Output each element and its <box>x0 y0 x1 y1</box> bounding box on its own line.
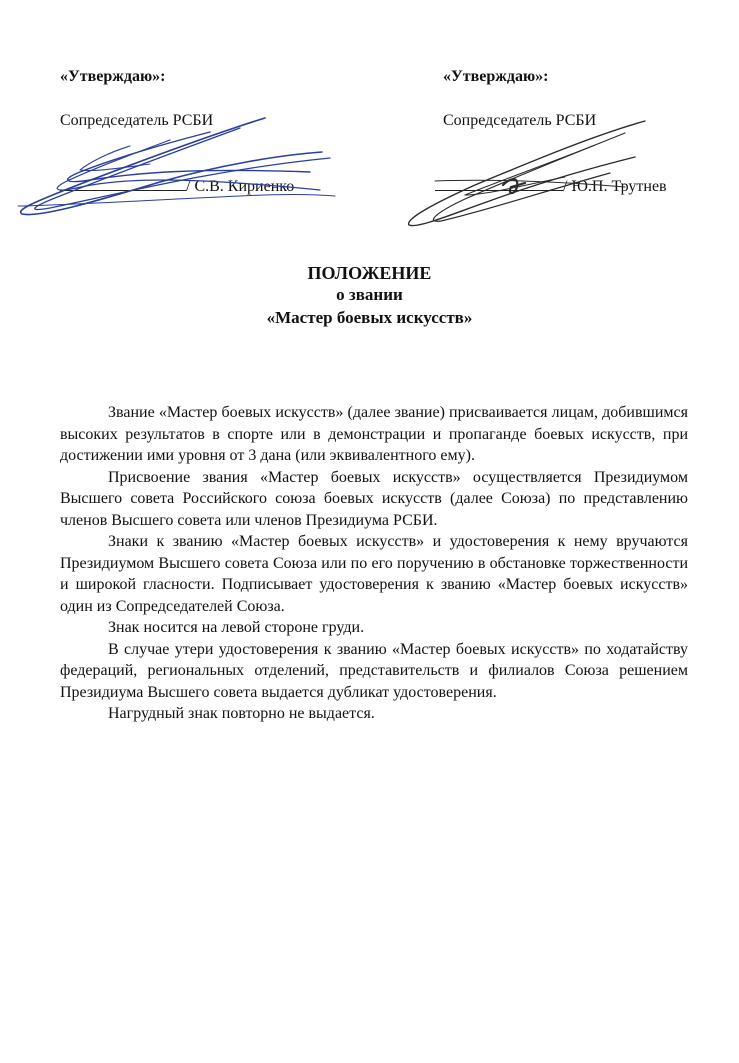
approval-block-left <box>60 68 295 195</box>
paragraph: Нагрудный знак повторно не выдается. <box>108 705 375 722</box>
document-title-block <box>0 262 739 330</box>
approval-block-right <box>443 68 667 195</box>
paragraph: Звание «Мастер боевых искусств» (далее звание) присваивается лицам, добившимся высоких результатов в спорте или в демонстрации и пропаганде боевых искусств, при достижении ими уровня от 3 дана (или эквивалентного ему). <box>60 404 688 464</box>
signature-line-left <box>60 176 294 196</box>
paragraph: Знаки к званию «Мастер боевых искусств» и удостоверения к нему вручаются Президиумом Высшего совета Союза или по его поручению в обстановке торжественности и широкой гласности. Подписывает удостоверения к званию «Мастер боевых искусств» один из Сопредседателей Союза. <box>60 533 688 615</box>
paragraph: Знак носится на левой стороне груди. <box>108 619 365 636</box>
signature-line-right <box>435 176 667 196</box>
approval-header-right: «Утверждаю»: <box>443 68 549 85</box>
signatory-name-left: / С.В. Кириенко <box>186 178 295 195</box>
document-title: ПОЛОЖЕНИЕ <box>307 263 432 283</box>
paragraph: В случае утери удостоверения к званию «Мастер боевых искусств» по ходатайству федераций, региональных отделений, представительств и филиалов Союза решением Президиума Высшего совета выдается дубликат удостоверения. <box>60 640 688 701</box>
document-subtitle: о звании <box>336 285 403 304</box>
signature-blank-left <box>60 176 186 191</box>
paragraph: Присвоение звания «Мастер боевых искусств» осуществляется Президиумом Высшего совета Российского союза боевых искусств (далее Союза) по представлению членов Высшего совета или членов Президиума РСБИ. <box>60 468 688 529</box>
approval-role-left: Сопредседатель РСБИ <box>60 112 214 129</box>
approval-header-left: «Утверждаю»: <box>60 68 166 85</box>
handwritten-signature-right <box>395 115 655 235</box>
signatory-name-right: / Ю.П. Трутнев <box>563 178 667 195</box>
signature-blank-right <box>435 176 563 191</box>
approval-role-right: Сопредседатель РСБИ <box>443 112 597 129</box>
document-subject: «Мастер боевых искусств» <box>266 308 473 327</box>
document-body <box>60 402 688 725</box>
